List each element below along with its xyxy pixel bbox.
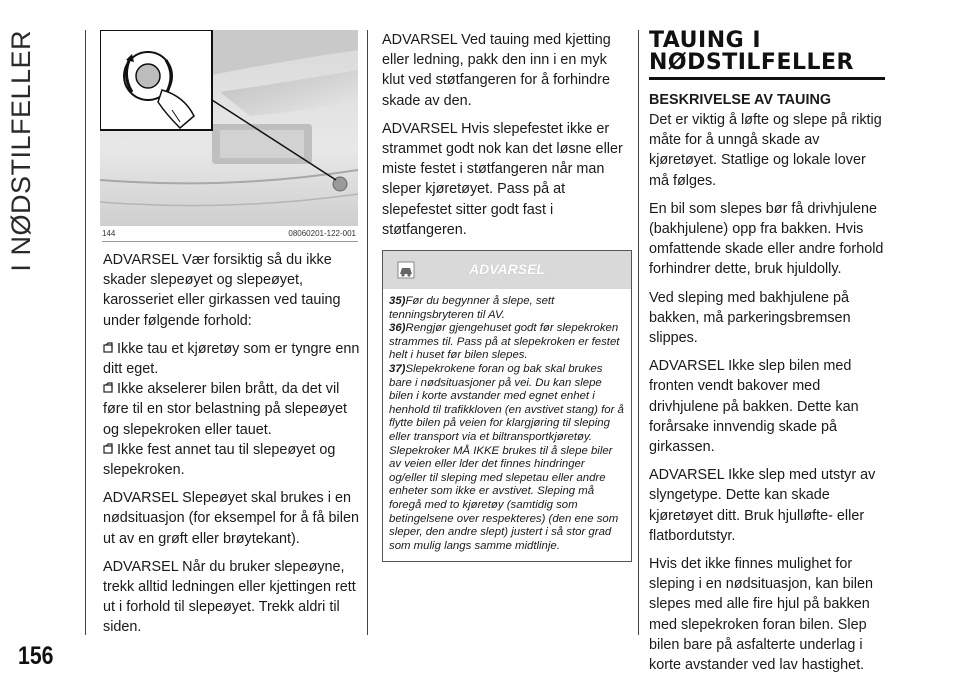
bullet-icon (103, 379, 117, 399)
list-item-text: Ikke akselerer bilen brått, da det vil føre til en stor belastning på slepeøyet og slepekroken eller tauet. (103, 381, 347, 438)
column-divider (85, 30, 86, 635)
body-paragraph: En bil som slepes bør få drivhjulene (bakhjulene) opp fra bakken. Hvis omfattende skade eller andre forhold forhindrer dette, bruk hjuldolly. (649, 200, 884, 278)
subsection-title: BESKRIVELSE AV TAUING (649, 92, 832, 108)
note-number: 35) (389, 295, 406, 308)
bullet-icon (103, 339, 117, 359)
list-item-text: Ikke tau et kjøretøy som er tyngre enn ditt eget. (103, 340, 360, 378)
list-item (103, 440, 361, 480)
warning-paragraph: ADVARSEL Vær forsiktig så du ikke skader slepeøyet og slepeøyet, karosseriet eller girkassen ved tauing under følgende forhold: (103, 252, 341, 329)
section-title (649, 30, 885, 80)
note-text: Før du begynner å slepe, sett tenningsbryteren til AV. (389, 295, 555, 321)
note-number: 36) (389, 322, 406, 335)
chapter-title-text: I NØDSTILFELLER (5, 30, 36, 272)
body-paragraph: ADVARSEL Ikke slep med utstyr av slyngetype. Dette kan skade kjøretøyet ditt. Bruk hjulløfte- eller flatbordutstyr. (649, 467, 876, 544)
figure-caption (102, 229, 358, 242)
figure-code: 08060201-122-001 (288, 229, 356, 238)
column-divider (367, 30, 368, 635)
bullet-icon (103, 440, 117, 460)
warning-paragraph: ADVARSEL Ved tauing med kjetting eller ledning, pakk den inn i en myk klut ved støtfangeren for å forhindre skade av den. (382, 32, 611, 109)
body-paragraph: ADVARSEL Ikke slep bilen med fronten vendt bakover med drivhjulene på bakken. Dette kan forårsake innvendig skade på girkassen. (649, 358, 859, 456)
chapter-side-title (4, 30, 38, 590)
list-item (103, 379, 361, 440)
warning-box-title: ADVARSEL (469, 261, 545, 278)
body-paragraph: Ved sleping med bakhjulene på bakken, må parkeringsbremsen slippes. (649, 289, 851, 347)
column-divider (638, 30, 639, 635)
list-item-text: Ikke fest annet tau til slepeøyet og slepekroken. (103, 441, 336, 479)
warning-note (389, 363, 625, 553)
warning-note (389, 295, 625, 322)
note-text: Slepekrokene foran og bak skal brukes bare i nødsituasjoner på vei. Du kan slepe bilen i korte avstander med egnet enhet i henhold til trafikkloven (en avstivet stang) for å flytte bilen på veien for klargjøring til sleping eller transport via et biltransportkjøretøy. Slepekroker MÅ IKKE brukes til å slepe biler av veien eller lder det finnes hindringer og/eller til sleping med slepetau eller andre enheter som ikke er avstivet. Sleping må foregå med to kjøretøy (samtidig som betingelsene over respekteres) (den ene som sleper, den andre slept) justert i så stor grad som mulig langs samme midtlinje. (389, 363, 624, 552)
note-text: Rengjør gjengehuset godt før slepekroken strammes til. Pass på at slepekroken er festet helt i huset før bilen slepes. (389, 322, 620, 362)
warning-box-header (383, 251, 631, 289)
page-number: 156 (18, 642, 54, 670)
note-number: 37) (389, 363, 406, 375)
warning-paragraph: ADVARSEL Hvis slepefestet ikke er strammet godt nok kan det løsne eller miste festet i støtfangeren når man sleper kjøretøyet. Pass på at slepefestet sitter godt fast i støtfangeren. (382, 120, 623, 238)
section-title-line: NØDSTILFELLER (649, 50, 854, 75)
column-2 (382, 30, 632, 562)
body-paragraph: Hvis det ikke finnes mulighet for sleping i en nødsituasjon, kan bilen slepes med alle fire hjul på bakken med slepekroken foran bilen. Slep bilen bare på asfalterte underlag i korte avstander ved lav hastighet. (649, 556, 873, 674)
warning-paragraph: ADVARSEL Når du bruker slepeøyne, trekk alltid ledningen eller kjettingen rett ut i forhold til slepeøyet. Trekk aldri til siden. (103, 558, 356, 636)
warning-box (382, 250, 632, 562)
tow-hook-illustration (100, 30, 358, 226)
warning-paragraph: ADVARSEL Slepeøyet skal brukes i en nødsituasjon (for eksempel for å få bilen ut av en grøft eller brøytekant). (103, 490, 359, 547)
car-rear-drawing (100, 30, 358, 226)
bullet-list (103, 339, 361, 480)
figure-number: 144 (102, 229, 116, 238)
warning-box-body (383, 289, 631, 561)
column-1 (103, 250, 361, 646)
warning-note (389, 322, 625, 363)
column-3 (649, 30, 889, 683)
section-title-line: TAUING I (649, 28, 762, 53)
body-paragraph: Det er viktig å løfte og slepe på riktig måte for å unngå skade av kjøretøyet. Statlige og lokale lover må følges. (649, 112, 882, 189)
list-item (103, 339, 361, 379)
